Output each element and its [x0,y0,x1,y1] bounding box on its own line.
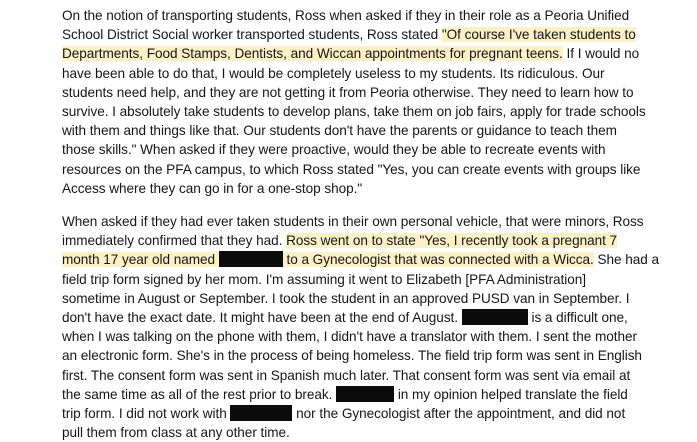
text-line [62,231,687,250]
text-segment: On the notion of transporting students, Ross when asked if they in their role as a Peoria Unified [62,8,630,23]
text-line [62,289,687,308]
text-line [62,140,687,159]
text-line [62,346,687,365]
text-line [62,179,687,198]
text-segment: in my opinion helped translate the field [394,386,628,402]
text-line [62,160,687,179]
text-line [62,6,687,25]
highlighted-text: to a Gynecologist that was connected with a Wicca. [282,252,594,268]
redaction-bar [336,386,394,402]
paragraph-transporting-students [62,6,687,198]
highlighted-text: month 17 year old named [62,252,219,268]
highlighted-text: Departments, Food Stamps, Dentists, and Wiccan appointments for pregnant teens. [62,46,563,62]
text-segment: an electronic form. She's in the process of being homeless. The field trip form was sent in English [62,348,642,364]
text-segment: School District Social worker transported students, Ross stated [62,27,442,43]
paragraph-personal-vehicle [62,212,687,442]
text-segment: the same time as all of the rest prior to break. [62,386,337,402]
text-segment: survive. I absolutely take students to develop plans, take them on job fairs, apply for trade schools [62,104,646,120]
text-segment: resources on the PFA campus, to which Ross stated "Yes, you can create events with groups like [62,161,641,177]
text-line [62,250,687,269]
text-segment: immediately confirmed that they had. [62,233,287,249]
text-segment: field trip form signed by her mom. I'm assuming it went to Elizabeth [PFA Administration] [62,271,586,287]
text-segment: when I was talking on the phone with them, I didn't have a translator with them. I sent the mother [62,329,637,345]
text-line [62,327,687,346]
highlighted-text: Ross went on to state "Yes, I recently took a pregnant 7 [286,233,618,249]
redaction-bar [219,251,283,267]
text-segment: When asked if they had ever taken students in their own personal vehicle, that were minors, Ross [62,214,644,230]
text-segment: have been able to do that, I would be completely useless to my students. Its ridiculous. Our [62,65,605,81]
text-line [62,83,687,102]
text-segment: don't have the exact date. It might have been at the end of August. [62,310,462,326]
text-line [62,423,687,442]
text-line [62,308,687,327]
text-segment: Access where they can go in for a one-stop shop." [62,180,363,196]
text-line [62,270,687,289]
redaction-bar [230,405,292,421]
text-segment: pull them from class at any other time. [62,425,290,441]
redaction-bar [462,309,528,325]
text-line [62,385,687,404]
text-segment: She had a [593,252,660,268]
text-segment: nor the Gynecologist after the appointment, and did not [292,406,626,422]
text-segment: students need help, and they are not getting it from Peoria otherwise. They need to learn how to [62,84,634,100]
text-segment: If I would no [562,46,640,62]
text-line [62,366,687,385]
text-line [62,64,687,83]
text-segment: sometime in August or September. I took the student in an approved PUSD van in September. I [62,290,630,306]
text-line [62,44,687,63]
text-line [62,121,687,140]
text-segment: those skills." When asked if they were proactive, would they be able to recreate events with [62,142,606,158]
text-segment: with them and things like that. Our students don't have the parents or guidance to teach them [62,123,617,139]
text-line [62,212,687,231]
text-segment: is a difficult one, [527,310,628,326]
text-line [62,102,687,121]
text-line [62,25,687,44]
text-line [62,404,687,423]
text-segment: trip form. I did not work with [62,406,231,422]
highlighted-text: "Of course I've taken students to [441,27,636,43]
text-segment: first. The consent form was sent in Spanish much later. That consent form was sent via email at [62,367,631,383]
